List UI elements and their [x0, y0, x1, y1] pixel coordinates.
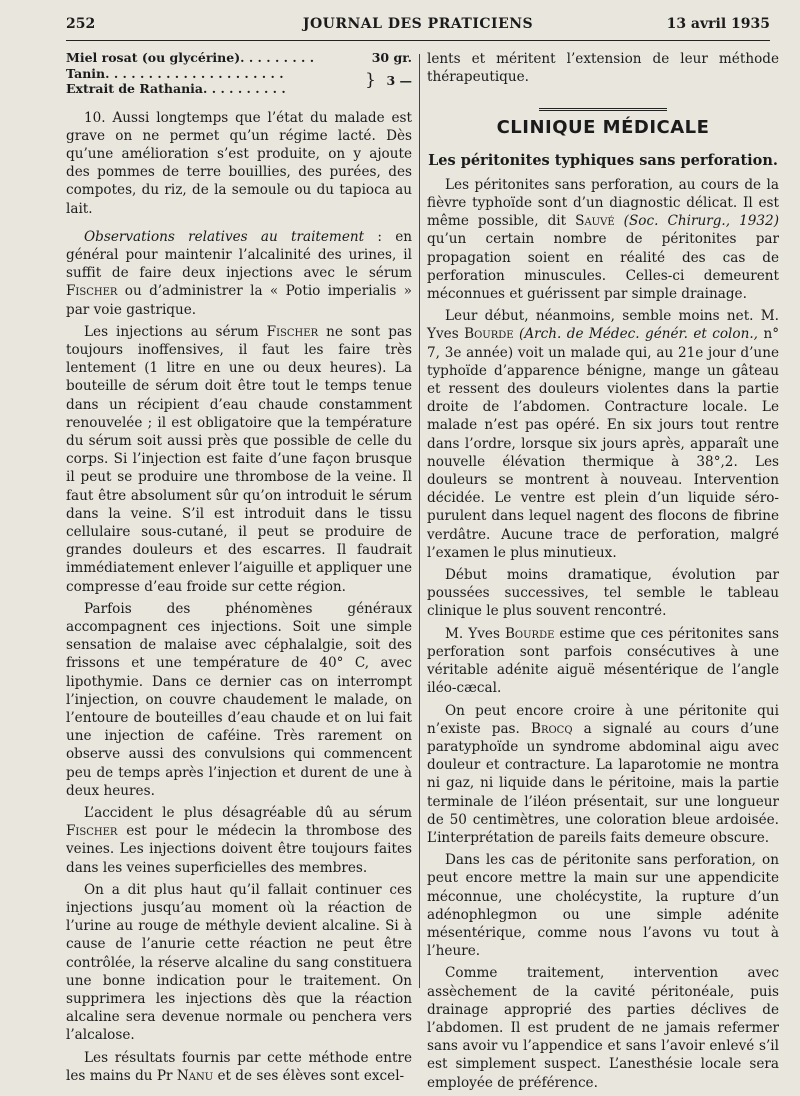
person-name: Brocq	[530, 720, 573, 737]
recipe-line	[66, 66, 365, 82]
paragraph: L’accident le plus désagréable dû au sérum Fischer est pour le médecin la thrombose des veines. Les injections doivent être toujours faites dans les veines superficielles des membres.	[66, 805, 412, 876]
ingredient-name: Miel rosat (ou glycérine)	[66, 50, 241, 65]
leader-dots: . . . . . . . . .	[240, 50, 315, 65]
paragraph: On peut encore croire à une péritonite qui n’existe pas. Brocq a signalé au cours d’une paratyphoïde un syndrome abdominal aigu avec douleur et contracture. La laparotomie ne montra ni gaz, ni liquide dans le péritoine, mais la partie terminale de l’iléon présentait, sur une longueur de 50 centimètres, une coloration bleue ardoisée. L’interprétation de pareils faits demeure obscure.	[427, 702, 779, 846]
leader-dots: . . . . . . . . . . . . . . . . . . . . .	[105, 65, 284, 81]
person-name: Nanu	[176, 1067, 214, 1084]
paragraph: Début moins dramatique, évolution par poussées successives, tel semble le tableau clinique le plus souvent rencontré.	[427, 567, 779, 620]
ingredient-name: Extrait de Rathania	[66, 81, 204, 96]
article-title: Les péritonites typhiques sans perforation.	[428, 151, 778, 169]
person-name: Bourde	[464, 326, 514, 343]
recipe-line	[66, 81, 365, 97]
title-abbrev: Pr	[156, 1067, 177, 1084]
paragraph: Leur début, néanmoins, semble moins net. M. Yves Bourde (Arch. de Médec. génér. et colon., n° 7, 3e année) voit un malade qui, au 21e jour d’une typhoïde d’apparence bénigne, mange un gâteau et ressent des douleurs violentes dans la partie droite de l’abdomen. Contracture locale. Le malade n’est pas opéré. En six jours tout rentre dans l’ordre, lorsque six jours après, apparaît une nouvelle élévation thermique à 38°,2. Les douleurs se montrent à nouveau. Intervention décidée. Le ventre est plein d’un liquide séro-purulent dans lequel nagent des flocons de fibrine verdâtre. Aucune trace de perforation, malgré l’examen le plus minutieux.	[427, 308, 779, 561]
page-number: 252	[66, 16, 96, 32]
paragraph: 10. Aussi longtemps que l’état du malade est grave on ne permet qu’un régime lacté. Dès qu’une amélioration s’est produite, on y ajoute des pommes de terre bouillies, des purées, des compotes, du riz, de la semoule ou du tapioca au lait.	[66, 109, 412, 217]
person-name: Fischer	[66, 283, 118, 300]
section-rule	[539, 108, 667, 111]
column-divider	[419, 54, 420, 988]
paragraph: M. Yves Bourde estime que ces péritonites sans perforation sont parfois consécutives à une véritable adénite aiguë mésentérique de l’angle iléo-cæcal.	[427, 625, 779, 697]
person-name: Sauvé	[575, 213, 615, 230]
paragraph: Comme traitement, intervention avec assèchement de la cavité péritonéale, puis drainage approprié des parties déclives de l’abdomen. Il est prudent de ne jamais refermer sans avoir vu l’appendice et sans l’avoir enlevé s’il est simplement suspect. L’anesthésie locale sera employée de préférence.	[427, 965, 779, 1091]
citation: (Arch. de Médec. génér. et colon.,	[513, 326, 764, 343]
ingredient-qty: 30 gr.	[371, 50, 412, 65]
person-name: Bourde	[504, 625, 555, 642]
page-header	[66, 14, 770, 41]
person-name: Fischer	[266, 323, 319, 340]
recipe-group	[66, 66, 412, 97]
right-column	[427, 50, 779, 1096]
citation: (Soc. Chirurg., 1932)	[614, 213, 779, 230]
paragraph: Observations relatives au traitement : en général pour maintenir l’alcalinité des urines, il suffit de faire deux injections avec le sérum Fischer ou d’administrer la « Potio imperialis » par voie gastrique.	[66, 228, 412, 318]
journal-title: JOURNAL DES PRATICIENS	[302, 16, 534, 32]
person-name: Fischer	[66, 823, 118, 840]
ingredient-name: Tanin	[66, 65, 106, 81]
ingredient-qty: 3 —	[386, 73, 412, 89]
paragraph-lead: Observations relatives au traitement	[84, 228, 365, 245]
section-title: CLINIQUE MÉDICALE	[496, 117, 710, 139]
leader-dots: . . . . . . . . . .	[203, 81, 286, 96]
paragraph: Les péritonites sans perforation, au cours de la fièvre typhoïde sont d’un diagnostic délicat. Il est même possible, dit Sauvé (Soc. Chirurg., 1932) qu’un certain nombre de péritonites par propagation soient en réalité des cas de perforation minuscules. Celles-ci demeurent méconnues et guérissent par simple drainage.	[427, 176, 779, 303]
left-column	[66, 50, 412, 1089]
paragraph: Dans les cas de péritonite sans perforation, on peut encore mettre la main sur une appendicite méconnue, une cholécystite, la rupture d’un adénophlegmon ou une simple adénite mésentérique, comme nous l’avons vu tout à l’heure.	[427, 852, 779, 960]
paragraph: Parfois des phénomènes généraux accompagnent ces injections. Soit une simple sensation de malaise avec céphalalgie, soit des frissons et une température de 40° C, avec lipothymie. Dans ce dernier cas on interrompt l’injection, on couvre chaudement le malade, on l’entoure de bouteilles d’eau chaude et on lui fait une injection de caféine. Très rarement on observe aussi des convulsions qui commencent peu de temps après l’injection et durent de une à deux heures.	[66, 600, 412, 799]
recipe-block	[66, 50, 412, 97]
paragraph-continuation: lents et méritent l’extension de leur méthode thérapeutique.	[427, 51, 779, 86]
paragraph: Les injections au sérum Fischer ne sont pas toujours inoffensives, il faut les faire très lentement (1 litre en une ou deux heures). La bouteille de sérum doit être tout le temps tenue dans un récipient d’eau chaude constamment renouvelée ; il est obligatoire que la température du sérum soit aussi près que possible de celle du corps. Si l’injection est faite d’une façon brusque il peut se produire une thrombose de la veine. Il faut être absolument sûr qu’on introduit le sérum dans la veine. S’il est introduit dans le tissu cellulaire sous-cutané, il peut se produire de grandes douleurs et des escarres. Il faudrait immédiatement enlever l’aiguille et appliquer une compresse d’eau froide sur cette région.	[66, 323, 412, 595]
recipe-line	[66, 50, 412, 66]
paragraph: On a dit plus haut qu’il fallait continuer ces injections jusqu’au moment où la réaction de l’urine au rouge de méthyle devient alcaline. Si à cause de l’anurie cette réaction ne peut être contrôlée, la réserve alcaline du sang constituera une bonne indication pour le traitement. On supprimera les injections dès que la réaction alcaline sera devenue normale ou penchera vers l’alcalose.	[66, 881, 412, 1044]
issue-date: 13 avril 1935	[666, 16, 770, 32]
paragraph: Les résultats fournis par cette méthode entre les mains du Pr Nanu et de ses élèves sont excel-	[66, 1049, 412, 1084]
recipe-brace: }	[365, 70, 376, 91]
